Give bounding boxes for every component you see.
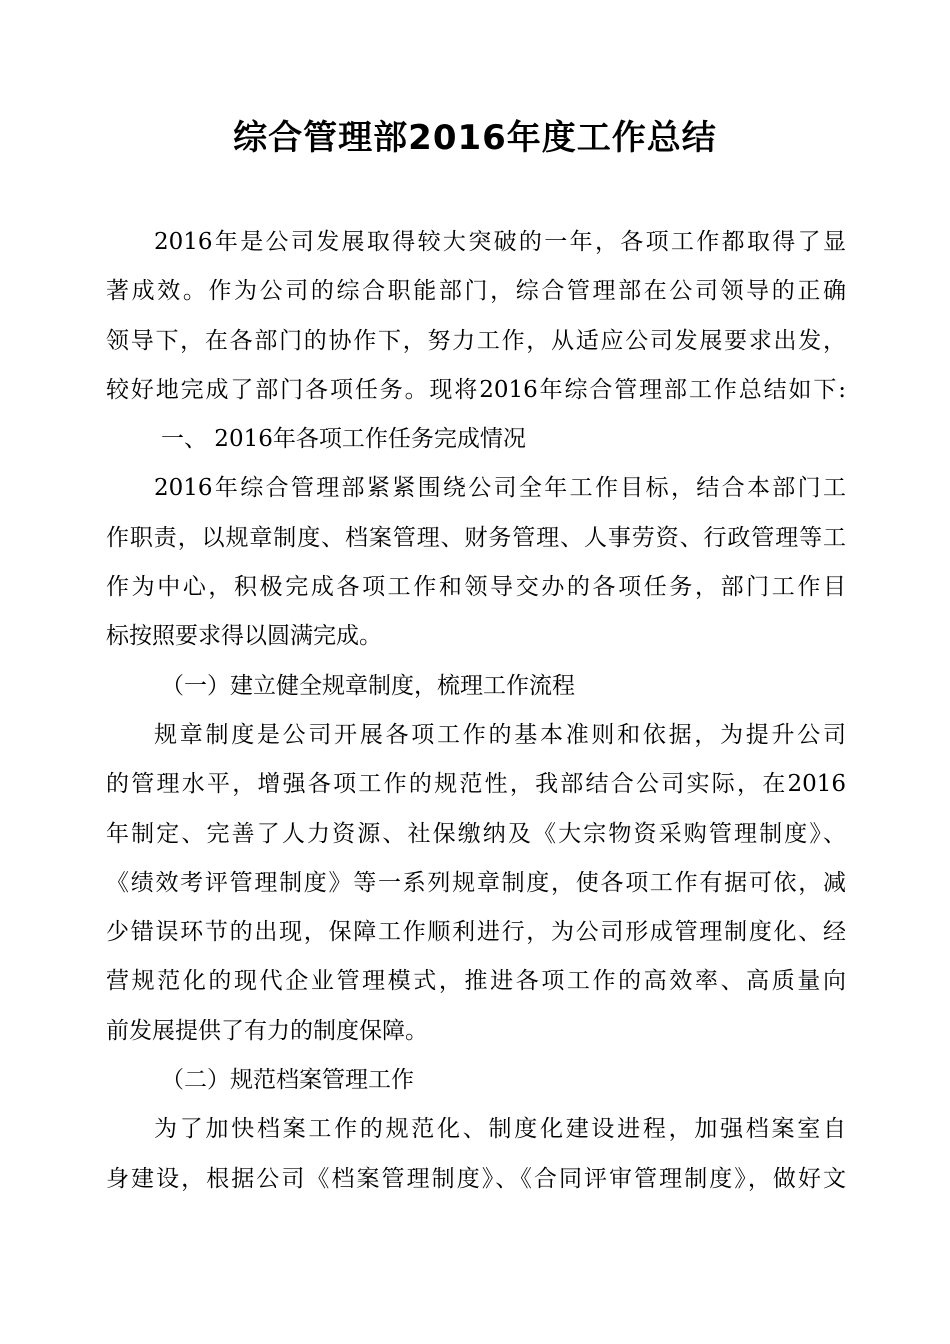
- document-body: [106, 218, 846, 1204]
- paragraph-line: 领导下，在各部门的协作下，努力工作，从适应公司发展要求出发，: [106, 327, 846, 354]
- paragraph-line: 规章制度是公司开展各项工作的基本准则和依据，为提升公司: [154, 721, 846, 748]
- paragraph-line: 为了加快档案工作的规范化、制度化建设进程，加强档案室自: [154, 1116, 846, 1143]
- paragraph-line: 标按照要求得以圆满完成。: [106, 623, 382, 650]
- paragraph-line: 作为中心，积极完成各项工作和领导交办的各项任务，部门工作目: [106, 574, 846, 601]
- paragraph-line: 《绩效考评管理制度》等一系列规章制度，使各项工作有据可依，减: [106, 869, 846, 896]
- paragraph-line: 2016年是公司发展取得较大突破的一年，各项工作都取得了显: [154, 229, 846, 255]
- subsection-heading: （一）建立健全规章制度，梳理工作流程: [161, 672, 575, 699]
- paragraph-line: 年制定、完善了人力资源、社保缴纳及《大宗物资采购管理制度》、: [106, 820, 846, 847]
- paragraph-line: 著成效。作为公司的综合职能部门，综合管理部在公司领导的正确: [106, 278, 846, 305]
- paragraph-line: 的管理水平，增强各项工作的规范性，我部结合公司实际，在2016: [106, 771, 846, 798]
- paragraph-line: 作职责，以规章制度、档案管理、财务管理、人事劳资、行政管理等工: [106, 524, 846, 551]
- subsection-heading: （二）规范档案管理工作: [161, 1067, 414, 1094]
- paragraph-line: 营规范化的现代企业管理模式，推进各项工作的高效率、高质量向: [106, 968, 846, 995]
- paragraph-line: 前发展提供了有力的制度保障。: [106, 1017, 428, 1044]
- document-title: 综合管理部2016年度工作总结: [233, 118, 717, 158]
- paragraph-line: 2016年综合管理部紧紧围绕公司全年工作目标，结合本部门工: [154, 475, 846, 502]
- paragraph-line: 较好地完成了部门各项任务。现将2016年综合管理部工作总结如下:: [106, 376, 846, 403]
- paragraph-line: 身建设，根据公司《档案管理制度》、《合同评审管理制度》，做好文: [106, 1165, 846, 1192]
- paragraph-line: 少错误环节的出现，保障工作顺利进行，为公司形成管理制度化、经: [106, 919, 846, 946]
- section-heading: 一、 2016年各项工作任务完成情况: [161, 426, 526, 453]
